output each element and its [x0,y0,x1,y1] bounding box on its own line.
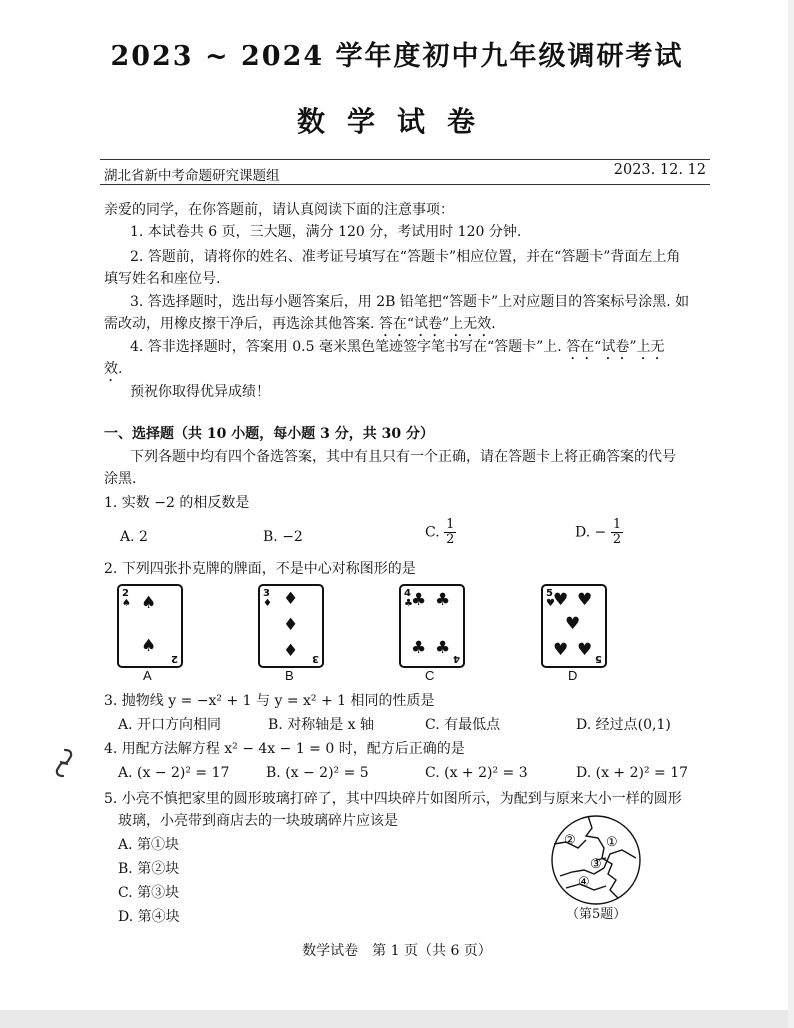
link-icon [52,746,76,780]
notice-item-4 [130,336,665,363]
header-divider-top [100,159,710,160]
question-1-option-b: B. −2 [263,529,303,545]
question-3-option-a: A. 开口方向相同 [118,717,222,733]
exam-date: 2023. 12. 12 [613,162,706,178]
question-1-option-d [575,518,623,547]
heart-icon: ♥ [565,614,581,634]
option-c-label: C. [425,524,440,541]
figure-caption: （第5题） [566,907,627,922]
fraction-numerator: 1 [612,517,622,532]
question-1-option-a: A. 2 [120,529,148,545]
card-label-c: C [425,668,435,683]
card-rank: 5 [546,588,553,599]
question-5-option-d: D. 第④块 [118,909,180,925]
header-divider-bottom [100,184,710,185]
notice-intro: 亲爱的同学，在你答题前，请认真阅读下面的注意事项： [104,202,454,218]
section-instructions-cont: 涂黑. [104,471,137,487]
playing-card-a [117,584,183,668]
card-label-d: D [568,668,578,683]
fraction-numerator: 1 [446,517,455,532]
spade-icon: ♠ [141,593,157,613]
question-4-option-c: C. (x + 2)² = 3 [425,765,528,781]
question-4-option-a: A. (x − 2)² = 17 [118,765,230,781]
diamond-icon: ♦ [283,641,299,661]
playing-card-c [399,584,465,668]
notice-item-4-text: 4. 答非选择题时，答案用 0.5 毫米黑色笔迹签字笔书写在“答题卡”上. [130,339,567,355]
diamond-icon: ♦ [283,615,299,635]
card-label-b: B [285,668,294,683]
club-icon: ♣ [411,638,427,658]
question-3-stem: 3. 抛物线 y = −x² + 1 与 y = x² + 1 相同的性质是 [104,693,435,709]
club-icon: ♣ [435,638,451,658]
question-5-option-c: C. 第③块 [118,885,180,901]
card-rank: 2 [171,653,178,664]
heart-icon: ♥ [577,640,593,660]
fragment-label-2: ② [564,833,576,848]
section-instructions: 下列各题中均有四个备选答案，其中有且只有一个正确，请在答题卡上将正确答案的代号 [130,449,676,465]
notice-item-4-emphasis: 答在“试卷”上无 [566,339,665,355]
playing-card-b [258,584,324,668]
question-4-option-d: D. (x + 2)² = 17 [576,765,689,781]
card-rank: 5 [595,653,602,664]
club-icon: ♣ [411,590,427,610]
organization: 湖北省新中考命题研究课题组 [104,168,280,184]
fragment-label-4: ④ [578,875,590,890]
section-heading: 一、选择题（共 10 小题，每小题 3 分，共 30 分） [104,426,434,442]
notice-item-2: 2. 答题前，请将你的姓名、准考证号填写在“答题卡”相应位置，并在“答题卡”背面左上角 [130,249,681,265]
exam-subtitle: 数学试卷 [296,105,497,138]
question-1-stem: 1. 实数 −2 的相反数是 [104,495,250,511]
question-5-option-b: B. 第②块 [118,861,180,877]
exam-title: 2023 ~ 2024 学年度初中九年级调研考试 [110,41,684,72]
question-4-stem: 4. 用配方法解方程 x² − 4x − 1 = 0 时，配方后正确的是 [104,741,465,757]
card-rank: 4 [453,653,460,664]
notice-item-2-cont: 填写姓名和座位号. [104,271,221,287]
notice-item-4-cont: 效. [104,361,123,377]
question-2-stem: 2. 下列四张扑克牌的牌面，不是中心对称图形的是 [104,561,416,577]
card-rank: 2 [122,588,129,599]
fragment-label-1: ① [606,835,618,850]
spade-icon: ♠ [122,598,131,609]
broken-glass-figure [546,814,646,906]
spade-icon: ♠ [141,636,157,656]
playing-card-d [541,584,607,668]
fraction-one-half [444,518,456,547]
right-scan-edge [788,0,794,1028]
option-d-label: D. − [575,524,607,541]
card-label-a: A [143,668,152,683]
club-icon: ♣ [435,590,451,610]
question-5-option-a: A. 第①块 [118,837,180,853]
heart-icon: ♥ [546,598,555,609]
fragment-label-3: ③ [590,857,602,872]
diamond-icon: ♦ [263,598,272,609]
card-rank: 4 [404,588,411,599]
question-3-option-c: C. 有最低点 [425,717,501,733]
heart-icon: ♥ [577,590,593,610]
question-3-option-b: B. 对称轴是 x 轴 [268,717,374,733]
card-rank: 3 [312,653,319,664]
question-1-option-c [425,518,456,547]
notice-item-3-emphasis: 答在“试卷”上无效. [378,316,496,332]
heart-icon: ♥ [553,640,569,660]
notice-item-3: 3. 答选择题时，选出每小题答案后，用 2B 铅笔把“答题卡”上对应题目的答案标号涂黑. 如 [130,294,690,310]
notice-item-1: 1. 本试卷共 6 页，三大题，满分 120 分，考试用时 120 分钟. [130,224,522,240]
notice-wish: 预祝你取得优异成绩！ [130,384,270,400]
question-5-stem-cont: 玻璃，小亮带到商店去的一块玻璃碎片应该是 [118,813,398,829]
diamond-icon: ♦ [283,589,299,609]
page-footer: 数学试卷 第 1 页（共 6 页） [302,943,492,959]
heart-icon: ♥ [553,590,569,610]
bottom-scan-edge [0,1010,794,1028]
club-icon: ♣ [404,598,413,609]
card-rank: 3 [263,588,270,599]
fraction-denominator: 2 [446,532,455,547]
notice-item-3-text: 需改动，用橡皮擦干净后，再选涂其他答案. [104,316,379,332]
question-5-stem: 5. 小亮不慎把家里的圆形玻璃打碎了，其中四块碎片如图所示，为配到与原来大小一样的圆形 [104,791,682,807]
question-4-option-b: B. (x − 2)² = 5 [266,765,369,781]
fraction-one-half [611,518,623,547]
question-3-option-d: D. 经过点(0,1) [576,717,671,733]
fraction-denominator: 2 [612,532,622,547]
